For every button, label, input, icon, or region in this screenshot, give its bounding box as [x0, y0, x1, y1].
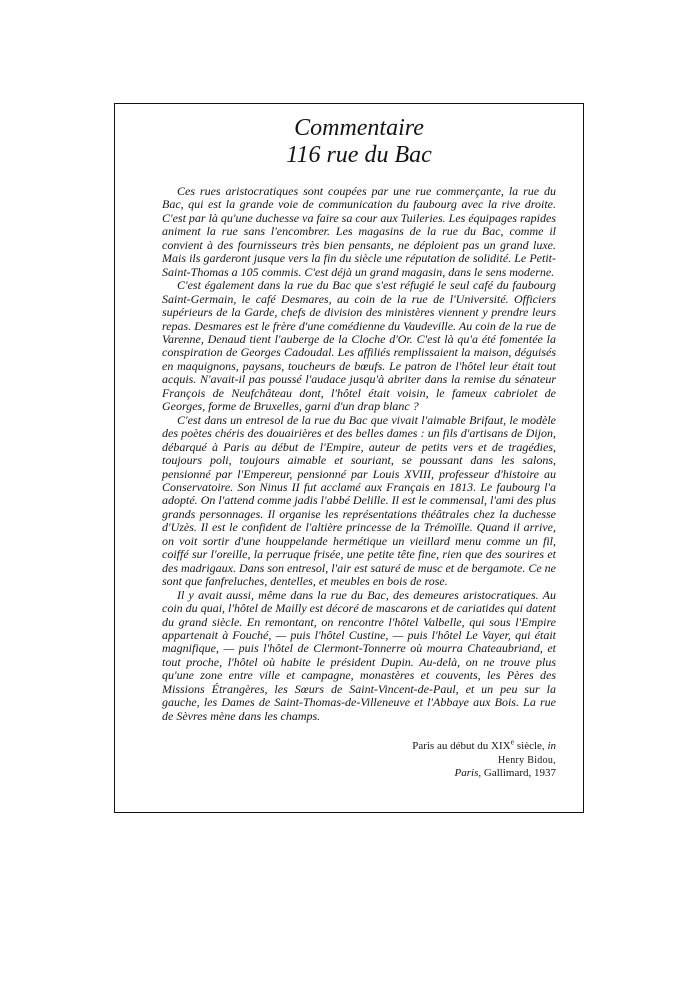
- source-place: Paris,: [454, 766, 482, 779]
- source-work-suffix: siècle,: [514, 740, 545, 753]
- source-century-sup: e: [510, 737, 515, 747]
- source-publication-line: [162, 767, 556, 780]
- paragraph-3: C'est dans un entresol de la rue du Bac que vivait l'aimable Brifaut, le modèle des poètes chéris des douairières et des belles dames : un fils d'artisans de Dijon, débarqué à Paris au début de l'Empire, auteur de petits vers et de tragédies, toujours poli, toujours aimable et souriant, se poussant dans les salons, pensionné par l'Empereur, pensionné par Louis XVIII, professeur d'histoire au Conservatoire. Son Ninus II fut acclamé aux Français en 1813. Le faubourg l'a adopté. On l'attend comme jadis l'abbé Delille. Il est le commensal, l'ami des plus grands personnages. Il organise les représentations théâtrales chez la duchesse d'Uzès. Il est le confident de l'altière princesse de la Trémoïlle. Quand il arrive, on voit sortir d'une houppelande hermétique un vieillard menu comme un fil, coiffé sur l'oreille, la perruque frisée, une petite tête fine, rien que des sourires et des madrigaux. Dans son entresol, l'air est saturé de musc et de bergamote. Ce ne sont que fanfreluches, dentelles, et meubles en bois de rose.: [162, 412, 556, 589]
- source-in-word: in: [547, 740, 556, 753]
- source-publisher: Gallimard, 1937: [481, 766, 556, 779]
- title-line-2: 116 rue du Bac: [286, 142, 432, 168]
- paragraph-1: Ces rues aristocratiques sont coupées par une rue commerçante, la rue du Bac, qui est la grande voie de communication du faubourg avec la rive droite. C'est par là qu'une duchesse va faire sa cour aux Tuileries. Les équipages rapides animent la rue sans l'encombrer. Les magasins de la rue du Bac, comme il convient à des fournisseurs très bien pensants, ne déploient pas un grand luxe. Mais ils garderont jusque vers la fin du siècle une réputation de solidité. Le Petit-Saint-Thomas a 105 commis. C'est déjà un grand magasin, dans le sens moderne.: [162, 184, 556, 279]
- source-author: Henry Bidou,: [497, 754, 556, 766]
- source-citation: [162, 737, 556, 780]
- title-line-1: Commentaire: [294, 115, 424, 141]
- source-work-prefix: Paris au début du XIX: [412, 740, 511, 753]
- paragraph-2: C'est également dans la rue du Bac que s'est réfugié le seul café du faubourg Saint-Germain, le café Desmares, au coin de la rue de l'Université. Officiers supérieurs de la Garde, chefs de division des ministères viennent y prendre leurs repas. Desmares est le frère d'une comédienne du Vaudeville. Au coin de la rue de Varenne, Denaud tient l'auberge de la Cloche d'Or. C'est là qu'a été fomentée la conspiration de Georges Cadoudal. Les affiliés remplissaient la maison, déguisés en maquignons, paysans, toucheurs de bœufs. Le patron de l'hôtel leur était tout acquis. N'avait-il pas poussé l'audace jusqu'à abriter dans la remise du sénateur François de Neufchâteau dont, l'hôtel était voisin, le fameux cabriolet de Georges, forme de Bruxelles, garni d'un drap blanc ?: [162, 278, 556, 414]
- article-body: [162, 185, 556, 723]
- paragraph-4: Il y avait aussi, même dans la rue du Bac, des demeures aristocratiques. Au coin du quai, l'hôtel de Mailly est décoré de mascarons et de cariatides qui datent du grand siècle. En remontant, on rencontre l'hôtel Valbelle, qui sous l'Empire appartenait à Fouché, — puis l'hôtel Custine, — puis l'hôtel Le Vayer, qui était magnifique, — puis l'hôtel de Clermont-Tonnerre où mourra Chateaubriand, et tout proche, l'hôtel où habite le président Dupin. Au-delà, on ne trouve plus qu'une zone entre ville et campagne, monastères et couvents, les Pères des Missions Étrangères, les Sœurs de Saint-Vincent-de-Paul, et un peu sur la gauche, les Dames de Saint-Thomas-de-Villeneuve et l'Abbaye aux Bois. La rue de Sèvres mène dans les champs.: [162, 587, 556, 723]
- page-title: [162, 115, 556, 169]
- source-work-line: [162, 737, 556, 753]
- document-content: [162, 115, 556, 780]
